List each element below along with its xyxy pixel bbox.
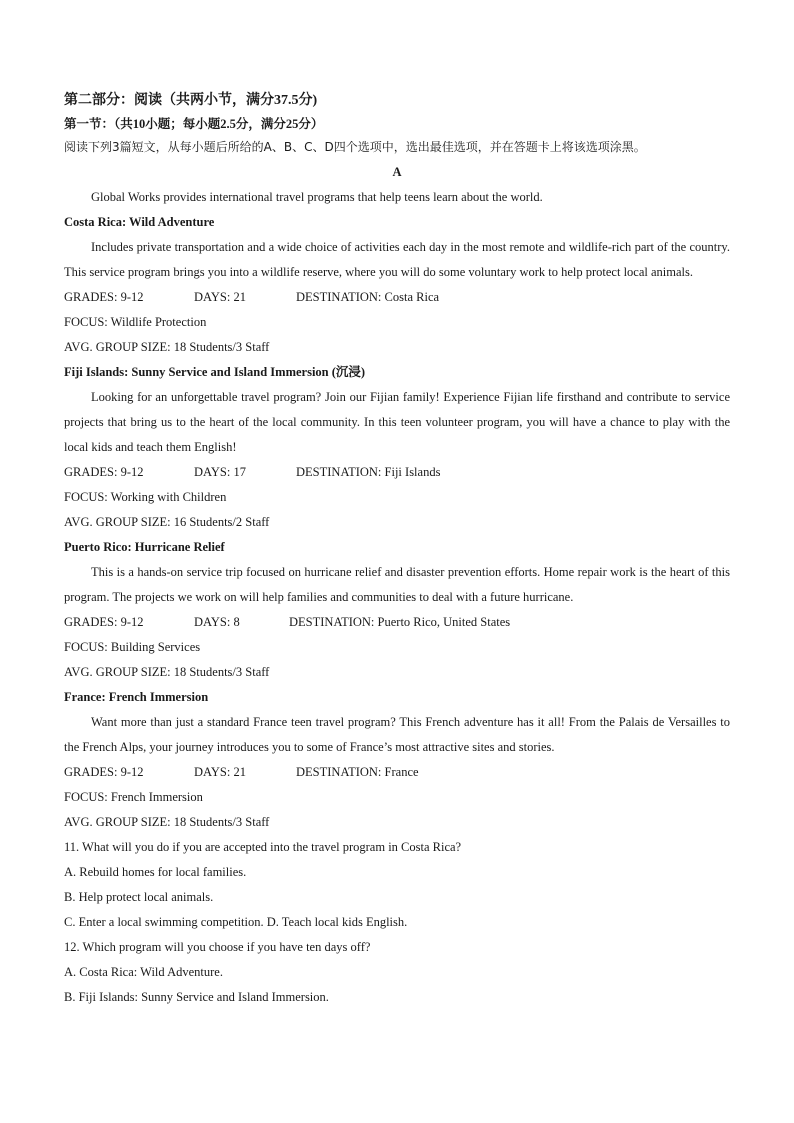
program-group-size: AVG. GROUP SIZE: 18 Students/3 Staff [64, 340, 270, 354]
program-destination: DESTINATION: Costa Rica [296, 290, 440, 304]
program-stats [64, 610, 730, 635]
program-days: DAYS: 21 [194, 290, 246, 304]
document-page [64, 88, 730, 1010]
program-block [64, 360, 730, 535]
program-days: DAYS: 17 [194, 465, 246, 479]
program-description: Want more than just a standard France teen travel program? This French adventure has it all! From the Palais de Versailles to the French Alps, your journey introduces you to some of France’s most attractive sites and stories. [64, 715, 730, 754]
program-block [64, 535, 730, 685]
program-destination: DESTINATION: Puerto Rico, United States [289, 615, 511, 629]
question-stem: 11. What will you do if you are accepted into the travel program in Costa Rica? [64, 840, 462, 854]
instruction-text: 阅读下列3篇短文，从每小题后所给的A、B、C、D四个选项中，选出最佳选项，并在答题卡上将该选项涂黑。 [64, 140, 646, 154]
program-stats [64, 285, 730, 310]
program-title: Fiji Islands: Sunny Service and Island Immersion (沉浸) [64, 365, 366, 379]
part-heading: 第二部分：阅读（共两小节，满分37.5分) [64, 93, 318, 108]
program-grades: GRADES: 9-12 [64, 615, 144, 629]
question-option: B. Fiji Islands: Sunny Service and Island Immersion. [64, 990, 329, 1004]
program-description: This is a hands-on service trip focused on hurricane relief and disaster prevention efforts. Home repair work is the heart of this program. The projects we work on will help families and communities to deal with a future hurricane. [64, 565, 730, 604]
program-title: France: French Immersion [64, 690, 209, 704]
program-grades: GRADES: 9-12 [64, 465, 144, 479]
program-group-size: AVG. GROUP SIZE: 18 Students/3 Staff [64, 815, 270, 829]
program-grades: GRADES: 9-12 [64, 765, 144, 779]
section-heading: 第一节：（共10小题；每小题2.5分，满分25分） [64, 117, 324, 131]
question-option: B. Help protect local animals. [64, 890, 214, 904]
passage-label: A [392, 165, 402, 179]
program-focus: FOCUS: Wildlife Protection [64, 315, 207, 329]
question-block [64, 835, 730, 935]
program-description: Looking for an unforgettable travel program? Join our Fijian family! Experience Fijian life firsthand and contribute to service projects that bring us to the heart of the local community. In this teen volunteer program, you will have a chance to play with the local kids and teach them English! [64, 390, 730, 454]
program-group-size: AVG. GROUP SIZE: 16 Students/2 Staff [64, 515, 270, 529]
question-option: A. Rebuild homes for local families. [64, 865, 247, 879]
program-description: Includes private transportation and a wide choice of activities each day in the most remote and wildlife-rich part of the country. This service program brings you into a wildlife reserve, where you will do some voluntary work to help protect local animals. [64, 240, 730, 279]
program-destination: DESTINATION: France [296, 765, 419, 779]
program-focus: FOCUS: French Immersion [64, 790, 203, 804]
program-grades: GRADES: 9-12 [64, 290, 144, 304]
program-focus: FOCUS: Building Services [64, 640, 201, 654]
question-block [64, 935, 730, 1010]
passage-intro: Global Works provides international travel programs that help teens learn about the world. [91, 190, 543, 204]
program-block [64, 210, 730, 360]
program-days: DAYS: 8 [194, 615, 240, 629]
question-option: C. Enter a local swimming competition. D. Teach local kids English. [64, 915, 408, 929]
program-destination: DESTINATION: Fiji Islands [296, 465, 441, 479]
program-stats [64, 460, 730, 485]
program-title: Puerto Rico: Hurricane Relief [64, 540, 225, 554]
program-block [64, 685, 730, 835]
program-days: DAYS: 21 [194, 765, 246, 779]
program-focus: FOCUS: Working with Children [64, 490, 227, 504]
program-title: Costa Rica: Wild Adventure [64, 215, 215, 229]
question-option: A. Costa Rica: Wild Adventure. [64, 965, 223, 979]
program-group-size: AVG. GROUP SIZE: 18 Students/3 Staff [64, 665, 270, 679]
program-stats [64, 760, 730, 785]
question-stem: 12. Which program will you choose if you have ten days off? [64, 940, 371, 954]
